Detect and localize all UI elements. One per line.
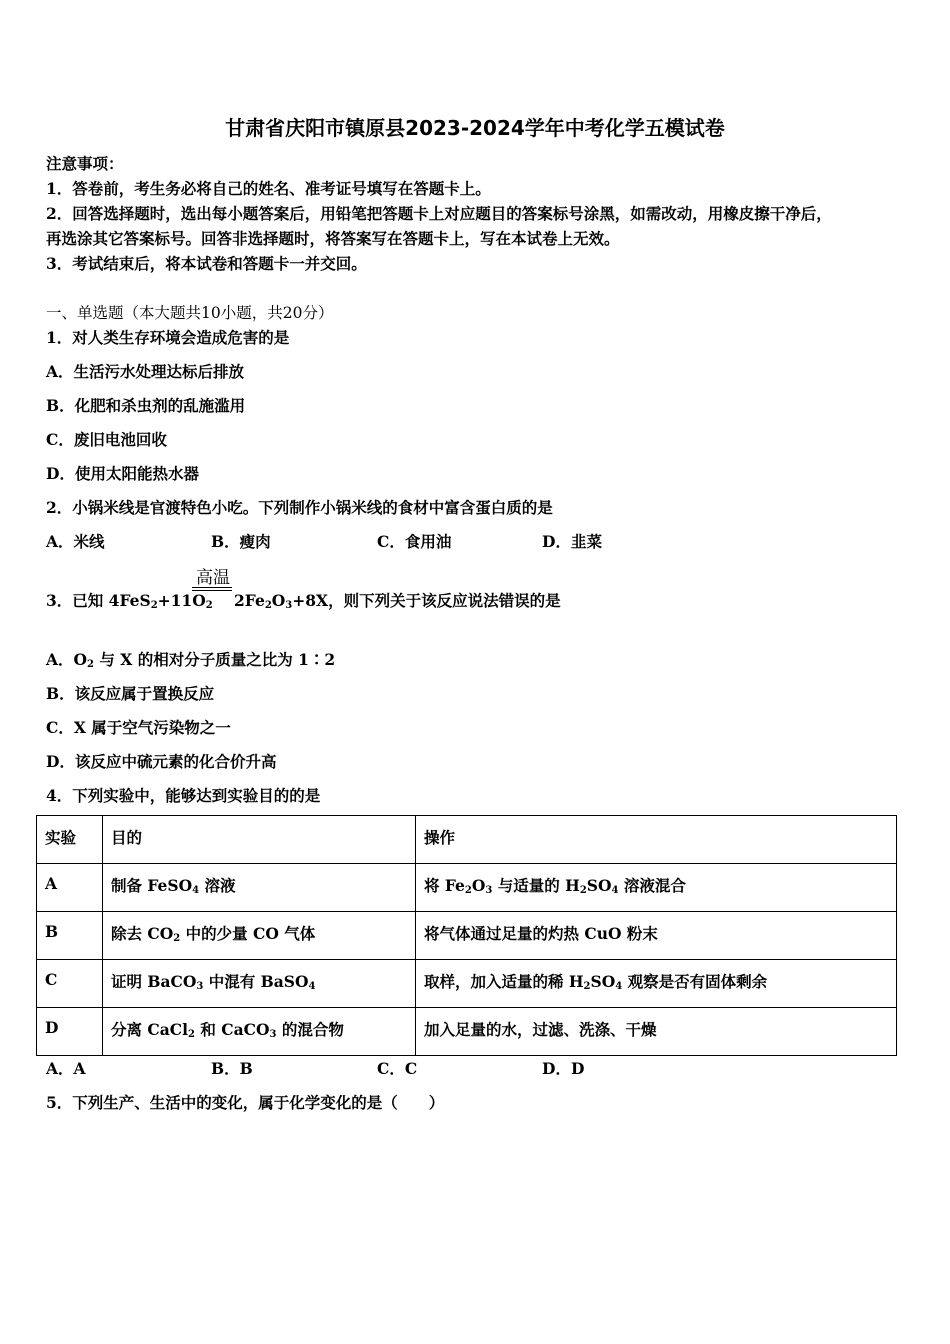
- question-1-option-d[interactable]: D．使用太阳能热水器: [46, 464, 199, 483]
- page-title: 甘肃省庆阳市镇原县2023-2024学年中考化学五模试卷: [225, 116, 725, 140]
- notice-item: 3．考试结束后，将本试卷和答题卡一并交回。: [46, 254, 367, 273]
- row-operation: 将气体通过足量的灼热 CuO 粉末: [416, 912, 897, 960]
- question-4-option-a[interactable]: A．A: [46, 1059, 86, 1078]
- row-label: D: [37, 1008, 103, 1056]
- row-label: B: [37, 912, 103, 960]
- section-heading: 一、单选题（本大题共10小题，共20分）: [46, 304, 334, 322]
- question-4-option-c[interactable]: C．C: [377, 1059, 418, 1078]
- row-operation: 将 $Fe_2O_3$ 与适量的 $H_2SO_4$ 溶液混合: [416, 864, 897, 912]
- notice-item: 2．回答选择题时，选出每小题答案后，用铅笔把答题卡上对应题目的答案标号涂黑，如需改动，用橡皮擦干净后，: [46, 204, 832, 223]
- row-purpose: 分离 CaCl$_2$ 和 CaCO$_3$ 的混合物: [103, 1008, 416, 1056]
- question-2-option-c[interactable]: C．食用油: [377, 532, 452, 551]
- row-purpose: 证明 BaCO$_3$ 中混有 BaSO$_4$: [103, 960, 416, 1008]
- table-row: [37, 912, 897, 960]
- table-row: [37, 960, 897, 1008]
- question-4-option-b[interactable]: B．B: [211, 1059, 253, 1078]
- question-2-option-b[interactable]: B．瘦肉: [211, 532, 271, 551]
- header-purpose: 目的: [103, 816, 416, 864]
- question-3-stem-left: 3．已知 $4FeS_2+11O_2$: [46, 591, 213, 611]
- equals-sign-bar: [192, 590, 232, 591]
- row-purpose: 除去 $CO_2$ 中的少量 CO 气体: [103, 912, 416, 960]
- row-operation: 加入足量的水，过滤、洗涤、干燥: [416, 1008, 897, 1056]
- equals-sign-bar: [192, 587, 232, 588]
- question-3-option-a[interactable]: A．$O_2$ 与 X 的相对分子质量之比为 1∶2: [46, 650, 336, 670]
- row-purpose: 制备 FeSO$_4$ 溶液: [103, 864, 416, 912]
- notice-item: 再选涂其它答案标号。回答非选择题时，将答案写在答题卡上，写在本试卷上无效。: [46, 229, 620, 248]
- question-2-option-a[interactable]: A．米线: [46, 532, 105, 551]
- question-3-option-c[interactable]: C．X 属于空气污染物之一: [46, 718, 231, 737]
- experiment-table: [36, 815, 897, 1056]
- question-1-option-b[interactable]: B．化肥和杀虫剂的乱施滥用: [46, 396, 246, 415]
- row-operation: 取样，加入适量的稀 $H_2SO_4$ 观察是否有固体剩余: [416, 960, 897, 1008]
- header-experiment: 实验: [37, 816, 103, 864]
- question-2-option-d[interactable]: D．韭菜: [542, 532, 602, 551]
- question-4-stem: 4．下列实验中，能够达到实验目的的是: [46, 786, 321, 805]
- notice-item: 1．答卷前，考生务必将自己的姓名、准考证号填写在答题卡上。: [46, 179, 491, 198]
- notice-heading: 注意事项：: [46, 154, 124, 173]
- table-row: [37, 1008, 897, 1056]
- reaction-condition: 高温: [196, 568, 230, 588]
- question-1-option-a[interactable]: A．生活污水处理达标后排放: [46, 362, 245, 381]
- question-1-option-c[interactable]: C．废旧电池回收: [46, 430, 167, 449]
- table-header-row: [37, 816, 897, 864]
- question-4-option-d[interactable]: D．D: [542, 1059, 585, 1078]
- question-2-stem: 2．小锅米线是官渡特色小吃。下列制作小锅米线的食材中富含蛋白质的是: [46, 498, 553, 517]
- question-5-stem: 5．下列生产、生活中的变化，属于化学变化的是（ ）: [46, 1093, 445, 1112]
- row-label: C: [37, 960, 103, 1008]
- header-operation: 操作: [416, 816, 897, 864]
- question-3-stem-right: $2Fe_2O_3+8X$，则下列关于该反应说法错误的是: [234, 591, 561, 611]
- question-3-option-b[interactable]: B．该反应属于置换反应: [46, 684, 215, 703]
- row-label: A: [37, 864, 103, 912]
- table-row: [37, 864, 897, 912]
- question-1-stem: 1．对人类生存环境会造成危害的是: [46, 328, 290, 347]
- question-3-option-d[interactable]: D．该反应中硫元素的化合价升高: [46, 752, 277, 771]
